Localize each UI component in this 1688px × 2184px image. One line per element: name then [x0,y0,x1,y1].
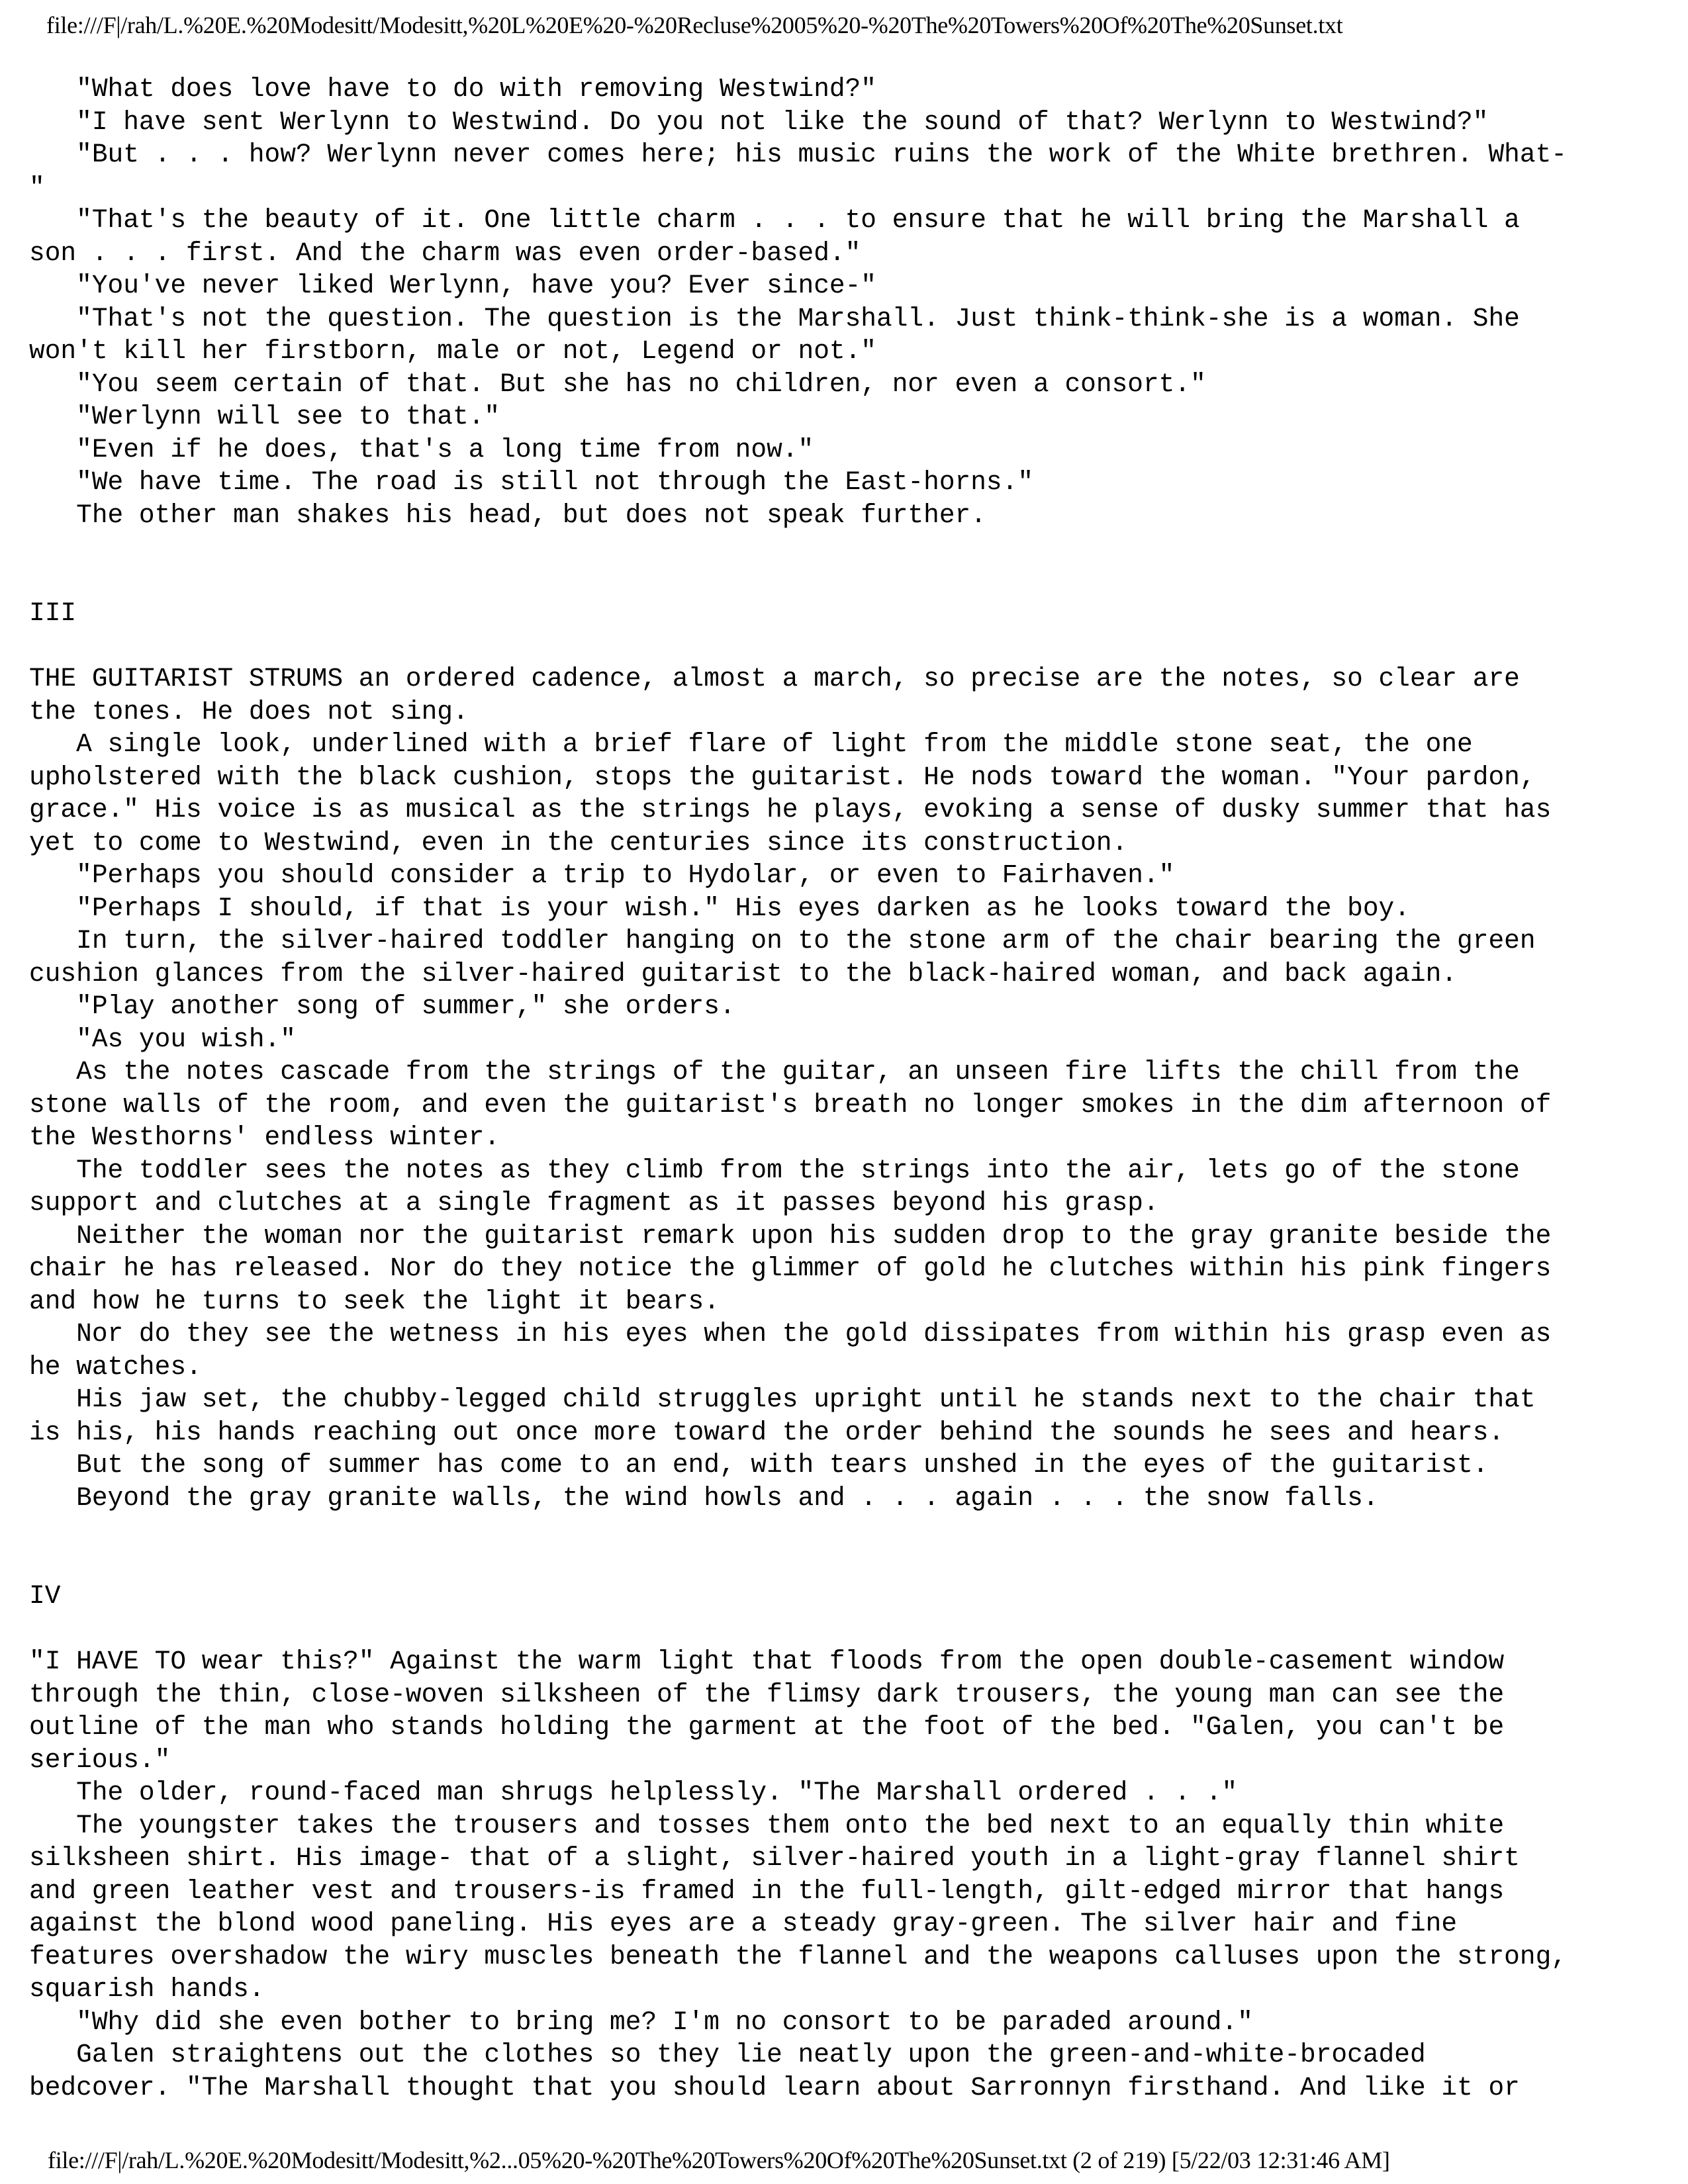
document-body [29,73,1664,2131]
text-line: His jaw set, the chubby-legged child struggles upright until he stands next to the chair that [29,1385,1536,1414]
text-line: Galen straightens out the clothes so they lie neatly upon the green-and-white-brocaded [29,2040,1426,2070]
text-line: "Why did she even bother to bring me? I'm no consort to be paraded around." [29,2007,1253,2037]
text-line: "Werlynn will see to that." [29,402,500,432]
text-line: stone walls of the room, and even the guitarist's breath no longer smokes in the dim afternoon of [29,1089,1552,1120]
text-line: "Perhaps I should, if that is your wish." His eyes darken as he looks toward the boy. [29,893,1410,923]
text-line: "You seem certain of that. But she has no children, nor even a consort." [29,369,1206,399]
text-line: grace." His voice is as musical as the strings he plays, evoking a sense of dusky summer that has [29,795,1552,825]
text-line: features overshadow the wiry muscles beneath the flannel and the weapons calluses upon the strong, [29,1941,1567,1972]
text-line: "That's not the question. The question is the Marshall. Just think-think-she is a woman. She [29,303,1520,334]
text-line: against the blond wood paneling. His eyes are a steady gray-green. The silver hair and fine [29,1909,1458,1938]
text-line: In turn, the silver-haired toddler hanging on to the stone arm of the chair bearing the green [29,926,1536,956]
text-line: "I have sent Werlynn to Westwind. Do you not like the sound of that? Werlynn to Westwind?" [29,107,1489,137]
text-line: through the thin, close-woven silksheen of the flimsy dark trousers, the young man can see the [29,1679,1505,1709]
text-line [29,1514,1664,1547]
text-line: " [29,172,45,203]
text-line: bedcover. "The Marshall thought that you should learn about Sarronnyn firsthand. And like it or [29,2072,1520,2103]
text-line: he watches. [29,1351,202,1382]
text-line: the Westhorns' endless winter. [29,1122,500,1152]
text-line: Neither the woman nor the guitarist remark upon his sudden drop to the gray granite beside the [29,1220,1552,1251]
text-line: and how he turns to seek the light it bears. [29,1286,720,1316]
text-line [29,1613,1664,1646]
text-line: The toddler sees the notes as they climb from the strings into the air, lets go of the stone [29,1155,1520,1185]
text-line: III [29,598,77,628]
text-line: silksheen shirt. His image- that of a slight, silver-haired youth in a light-gray flannel shirt [29,1843,1520,1873]
text-line: squarish hands. [29,1974,265,2004]
text-line: As the notes cascade from the strings of the guitar, an unseen fire lifts the chill from the [29,1057,1520,1087]
text-line [29,565,1664,598]
text-line: "But . . . how? Werlynn never comes here; his music ruins the work of the White brethren. What- [29,140,1567,169]
text-line [29,1547,1664,1580]
text-line: The older, round-faced man shrugs helplessly. "The Marshall ordered . . ." [29,1778,1238,1807]
text-line: "Play another song of summer," she orders. [29,991,735,1021]
text-line: Beyond the gray granite walls, the wind howls and . . . again . . . the snow falls. [29,1482,1379,1513]
text-line: yet to come to Westwind, even in the centuries since its construction. [29,827,1128,858]
text-line: THE GUITARIST STRUMS an ordered cadence, almost a march, so precise are the notes, so clear are [29,664,1520,694]
text-line [29,630,1664,663]
text-line: serious." [29,1745,171,1775]
text-line: "Perhaps you should consider a trip to Hydolar, or even to Fairhaven." [29,860,1175,890]
text-line: But the song of summer has come to an end, with tears unshed in the eyes of the guitarist. [29,1450,1489,1480]
text-line: son . . . first. And the charm was even order-based." [29,238,861,268]
text-line: A single look, underlined with a brief flare of light from the middle stone seat, the one [29,729,1473,759]
text-line: outline of the man who stands holding the garment at the foot of the bed. "Galen, you can't be [29,1712,1505,1742]
text-line: the tones. He does not sing. [29,696,469,727]
text-line: is his, his hands reaching out once more toward the order behind the sounds he sees and hears. [29,1417,1505,1447]
text-line [29,531,1664,565]
text-line: cushion glances from the silver-haired guitarist to the black-haired woman, and back again. [29,958,1458,989]
page-header-path: file:///F|/rah/L.%20E.%20Modesitt/Modesitt,%20L%20E%20-%20Recluse%2005%20-%20The%20Towers%20Of%20The%20Sunset.txt [46,12,1343,38]
text-line: "As you wish." [29,1024,296,1054]
text-line: "You've never liked Werlynn, have you? Ever since-" [29,271,877,300]
text-line: upholstered with the black cushion, stops the guitarist. He nods toward the woman. "Your pardon, [29,762,1536,792]
text-line: "That's the beauty of it. One little charm . . . to ensure that he will bring the Marshall a [29,205,1520,235]
text-line: "I HAVE TO wear this?" Against the warm light that floods from the open double-casement window [29,1647,1505,1676]
text-line: and green leather vest and trousers-is framed in the full-length, gilt-edged mirror that hangs [29,1876,1505,1906]
text-line: chair he has released. Nor do they notice the glimmer of gold he clutches within his pink fingers [29,1253,1552,1283]
text-line: The youngster takes the trousers and tosses them onto the bed next to an equally thin white [29,1810,1505,1841]
page-footer-path: file:///F|/rah/L.%20E.%20Modesitt/Modesitt,%2...05%20-%20The%20Towers%20Of%20The%20Sunset.txt (2 of 219) [5/22/03 12:31:46 AM] [48,2147,1390,2173]
text-line: support and clutches at a single fragment as it passes beyond his grasp. [29,1188,1159,1218]
text-line: "We have time. The road is still not through the East-horns." [29,467,1034,497]
text-line: Nor do they see the wetness in his eyes when the gold dissipates from within his grasp even as [29,1319,1552,1349]
text-line: The other man shakes his head, but does not speak further. [29,500,986,530]
text-line: "What does love have to do with removing Westwind?" [29,74,877,104]
text-line: "Even if he does, that's a long time from now." [29,434,814,465]
text-line: IV [29,1581,61,1611]
text-line: won't kill her firstborn, male or not, Legend or not." [29,336,877,366]
